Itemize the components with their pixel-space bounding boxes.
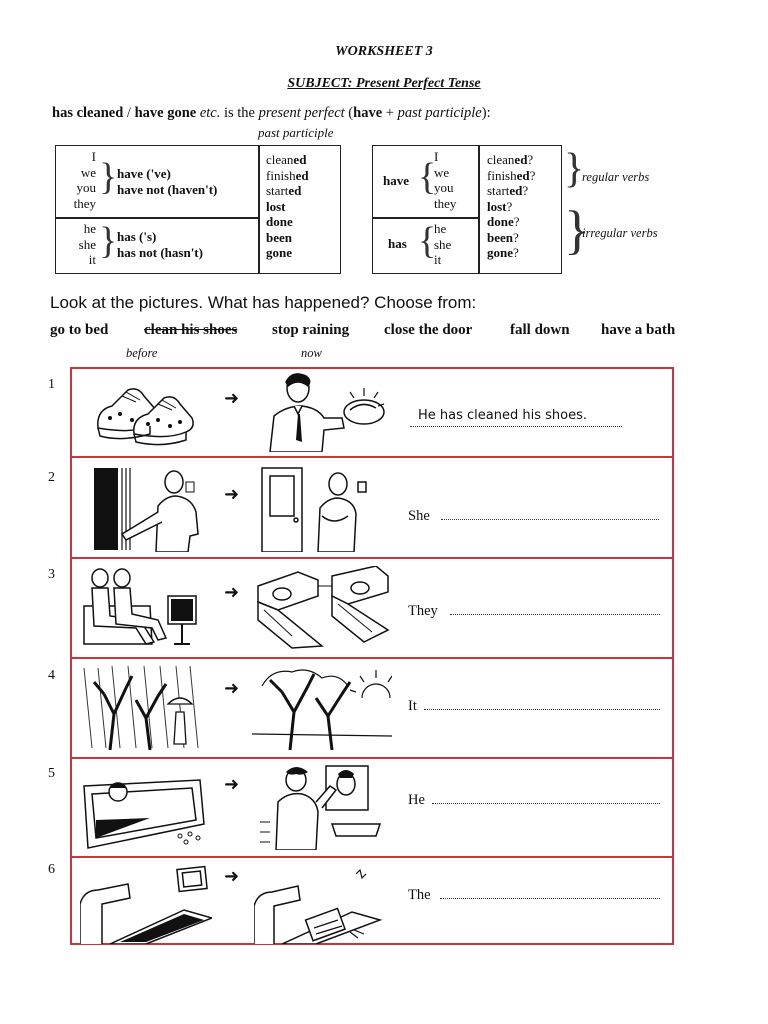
participle: been [266,229,292,245]
pronoun: she [434,236,452,252]
intro-have-gone: have gone [134,105,197,121]
affirmative-participles [266,152,309,261]
participle: done? [487,214,520,229]
choice-item: fall down [510,322,570,338]
arrow-icon: ➜ [224,866,240,887]
participle: lost? [487,198,513,214]
have-form: have not (haven't) [117,181,218,197]
pronoun: he [83,221,96,236]
example-answer: He has cleaned his shoes. [418,408,587,423]
now-label: now [301,346,322,360]
raining-trees-illustration [80,664,202,750]
question-participles [487,152,535,261]
woman-closed-door-illustration [258,464,376,552]
sunny-trees-illustration [252,664,392,750]
choice-item: stop raining [272,322,350,338]
choice-item: close the door [384,322,473,338]
exercise-frame [70,367,674,945]
couple-in-bed-illustration [252,566,392,650]
brace-icon: } [99,220,118,262]
man-in-bath-illustration [80,762,210,850]
exercise-instruction: Look at the pictures. What has happened? Choose from: [50,293,477,312]
row-number: 2 [48,470,55,485]
answer-line [441,519,659,520]
regular-verbs-label: regular verbs [582,170,650,184]
pronoun: it [88,252,96,267]
row-number: 5 [48,766,55,781]
choice-item-used: clean his shoes [144,322,238,338]
row-prompt: They [408,603,438,619]
pronoun: she [78,236,96,252]
answer-line [424,709,660,710]
pronoun: he [434,221,447,236]
participle: lost [266,198,286,214]
arrow-icon: ➜ [224,582,240,603]
shoes-illustration [92,376,202,448]
intro-slash: / [123,105,135,121]
brace-icon: } [564,200,590,260]
have-forms [117,166,217,197]
worksheet-subject: SUBJECT: Present Perfect Tense [287,76,481,91]
arrow-icon: ➜ [224,388,240,409]
pronoun: I [91,149,96,164]
arrow-icon: ➜ [224,678,240,699]
intro-present-perfect: present perfect [258,105,345,121]
man-at-mirror-illustration [256,762,386,850]
participle: been? [487,229,519,245]
has-forms [117,229,203,260]
row-divider [70,757,674,759]
intro-sentence [52,105,491,122]
pronoun: I [434,149,439,164]
row-number: 4 [48,668,55,683]
brace-open-icon: { [418,156,437,198]
worksheet-title: WORKSHEET 3 [335,44,433,59]
pronoun: they [434,195,457,211]
pronoun: it [434,252,442,267]
before-label: before [126,346,158,360]
has-form: has not (hasn't) [117,244,203,260]
picture-fallen-illustration [254,864,386,944]
intro-paren-open: ( [344,105,354,121]
brace-icon: } [564,146,585,192]
past-participle-label: past participle [258,125,334,140]
brace-open-icon: { [418,220,437,262]
answer-line [432,803,660,804]
picture-on-wall-illustration [80,864,212,944]
answer-line [410,426,622,427]
has-form: has ('s) [117,229,157,244]
man-cleaning-shoe-illustration [258,370,388,452]
participle: finished [266,167,309,183]
choice-item: have a bath [601,322,676,338]
participle: gone? [487,245,519,260]
pronoun: you [434,180,454,195]
pronoun: you [76,180,96,195]
row-divider [70,456,674,458]
participle: cleaned [266,152,307,167]
row-number: 3 [48,567,55,582]
couple-watching-tv-illustration [80,566,202,650]
brace-icon: } [99,156,118,198]
affirmative-table-divider [258,145,260,274]
row-prompt: She [408,508,430,524]
participle: started? [487,183,529,198]
pronoun: we [434,164,450,180]
row-prompt: It [408,698,417,714]
question-have: have [383,173,409,188]
irregular-verbs-label: irregular verbs [582,226,658,240]
woman-open-door-illustration [92,464,210,552]
participle: cleaned? [487,152,534,167]
answer-line [450,614,660,615]
row-divider [70,856,674,858]
arrow-icon: ➜ [224,774,240,795]
participle: finished? [487,167,536,183]
arrow-icon: ➜ [224,484,240,505]
row-prompt: The [408,887,431,903]
question-table-rowline [372,217,478,219]
row-number: 6 [48,862,55,877]
participle: gone [266,245,292,260]
answer-line [440,898,660,899]
affirmative-pronouns-singular [66,221,96,268]
participle: done [266,214,293,229]
question-pronouns-plural [434,149,456,211]
row-prompt: He [408,792,425,808]
intro-plus: + [382,105,398,121]
participle: started [266,183,302,198]
row-divider [70,657,674,659]
intro-have: have [353,105,383,121]
question-table-divider [478,145,480,274]
intro-etc: etc. [196,105,221,121]
row-divider [70,557,674,559]
pronoun: we [80,164,96,180]
intro-has-cleaned: has cleaned [52,105,124,121]
row-number: 1 [48,377,55,392]
question-pronouns-singular [434,221,451,268]
choice-item: go to bed [50,322,109,338]
pronoun: they [73,195,96,211]
intro-is-the: is the [220,105,259,121]
question-has: has [388,236,407,251]
intro-paren-close: ): [481,105,491,121]
have-form: have ('ve) [117,166,171,181]
affirmative-table-rowline [55,217,258,219]
intro-past-participle: past participle [397,105,482,121]
affirmative-pronouns-plural [66,149,96,211]
